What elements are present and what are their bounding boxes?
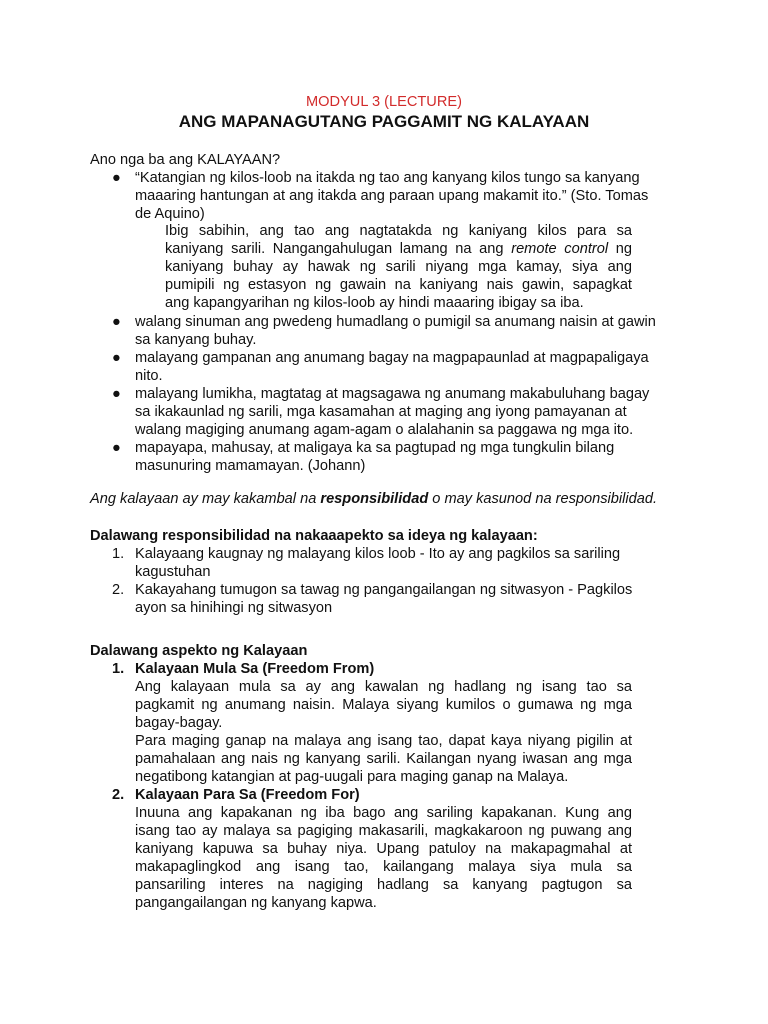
- statement-text: Ang kalayaan ay may kakambal na: [90, 491, 321, 507]
- bullet-marker: ●: [112, 440, 121, 456]
- module-subtitle: MODYUL 3 (LECTURE): [306, 94, 462, 110]
- explanation-text: ng: [608, 241, 632, 257]
- explanation-line: pumipili ng estasyon ng gawain na kaniyang nais gawin, sapagkat: [165, 277, 632, 293]
- aspect-line: pagkamit ng anumang naisin. Malaya siyang kumilos o gumawa ng mga: [135, 697, 632, 713]
- bullet-line: malayang lumikha, magtatag at magsagawa ng anumang makabuluhang bagay: [135, 386, 650, 402]
- bullet-marker: ●: [112, 386, 121, 402]
- bullet-line: sa ikakaunlad ng sarili, mga kasamahan at maging ang iyong pamayanan at: [135, 404, 627, 420]
- bullet-line: nito.: [135, 368, 163, 384]
- explanation-text: kaniyang sarili. Nangangahulugan lamang na ang: [165, 241, 512, 257]
- list-line: Kalayaang kaugnay ng malayang kilos loob - Ito ay ang pagkilos sa sariling: [135, 546, 621, 562]
- bullet-line: masunuring mamamayan. (Johann): [135, 458, 366, 474]
- statement-text: o may kasunod na responsibilidad.: [428, 491, 658, 507]
- bullet-marker: ●: [112, 350, 121, 366]
- explanation-line: ang kapangyarihan ng kilos-loob ay hindi maaaring ibigay sa iba.: [165, 295, 584, 311]
- aspect-line: pamahalaan ang nais ng kanyang sarili. Kailangan nyang iwasan ang mga: [135, 751, 632, 767]
- list-line: kagustuhan: [135, 564, 211, 580]
- list-number: 1.: [112, 546, 125, 562]
- list-line: ayon sa hinihingi ng sitwasyon: [135, 600, 333, 616]
- list-number: 2.: [112, 582, 125, 598]
- responsibility-statement: [90, 490, 657, 508]
- intro-question: Ano nga ba ang KALAYAAN?: [90, 152, 281, 168]
- responsibilities-heading: Dalawang responsibilidad na nakaaapekto sa ideya ng kalayaan:: [90, 528, 538, 544]
- aspects-heading: Dalawang aspekto ng Kalayaan: [90, 643, 308, 659]
- aspect-line: negatibong katangian at pag-uugali para maging ganap na Malaya.: [135, 769, 569, 785]
- explanation-line: [165, 240, 632, 258]
- aspect-line: bagay-bagay.: [135, 715, 223, 731]
- bullet-marker: ●: [112, 170, 121, 186]
- quote-line: maaaring hantungan at ang itakda ang paraan upang makamit ito.” (Sto. Tomas: [135, 188, 649, 204]
- quote-line: de Aquino): [135, 206, 205, 222]
- list-number: 2.: [112, 787, 125, 803]
- remote-control-term: remote control: [511, 241, 609, 257]
- list-line: Kakayahang tumugon sa tawag ng pangangailangan ng sitwasyon - Pagkilos: [135, 582, 633, 598]
- aspect-line: kaniyang kapuwa sa buhay niya. Upang patuloy na makapagmahal at: [135, 841, 632, 857]
- bullet-line: sa kanyang buhay.: [135, 332, 257, 348]
- aspect-line: pansariling interes na nagiging hadlang sa kanyang pagtugon sa: [135, 877, 632, 893]
- explanation-line: kaniyang buhay ay hawak ng sarili niyang mga kamay, siya ang: [165, 259, 632, 275]
- bullet-line: walang sinuman ang pwedeng humadlang o pumigil sa anumang naisin at gawin: [135, 314, 656, 330]
- aspect-title: Kalayaan Para Sa (Freedom For): [135, 787, 360, 803]
- bullet-marker: ●: [112, 314, 121, 330]
- explanation-line: Ibig sabihin, ang tao ang nagtatakda ng kaniyang kilos para sa: [165, 223, 632, 239]
- page-title: ANG MAPANAGUTANG PAGGAMIT NG KALAYAAN: [178, 112, 590, 131]
- aspect-line: Ang kalayaan mula sa ay ang kawalan ng hadlang ng isang tao sa: [135, 679, 632, 695]
- aspect-title: Kalayaan Mula Sa (Freedom From): [135, 661, 375, 677]
- bullet-line: malayang gampanan ang anumang bagay na magpapaunlad at magpapaligaya: [135, 350, 649, 366]
- aspect-line: Inuuna ang kapakanan ng iba bago ang sariling kapakanan. Kung ang: [135, 805, 632, 821]
- bullet-line: walang magiging anumang agam-agam o alalahanin sa paggawa ng mga ito.: [135, 422, 634, 438]
- aspect-line: isang tao ay malaya sa pagiging makasarili, magkakaroon ng puwang ang: [135, 823, 632, 839]
- list-number: 1.: [112, 661, 125, 677]
- statement-emphasis: responsibilidad: [320, 491, 429, 507]
- aspect-line: pangangailangan ng kanyang kapwa.: [135, 895, 377, 911]
- aspect-line: Para maging ganap na malaya ang isang tao, dapat kaya niyang pigilin at: [135, 733, 632, 749]
- bullet-line: mapayapa, mahusay, at maligaya ka sa pagtupad ng mga tungkulin bilang: [135, 440, 615, 456]
- quote-line: “Katangian ng kilos-loob na itakda ng tao ang kanyang kilos tungo sa kanyang: [135, 170, 640, 186]
- aspect-line: makapaglingkod ang isang tao, kailangang malaya siya mula sa: [135, 859, 632, 875]
